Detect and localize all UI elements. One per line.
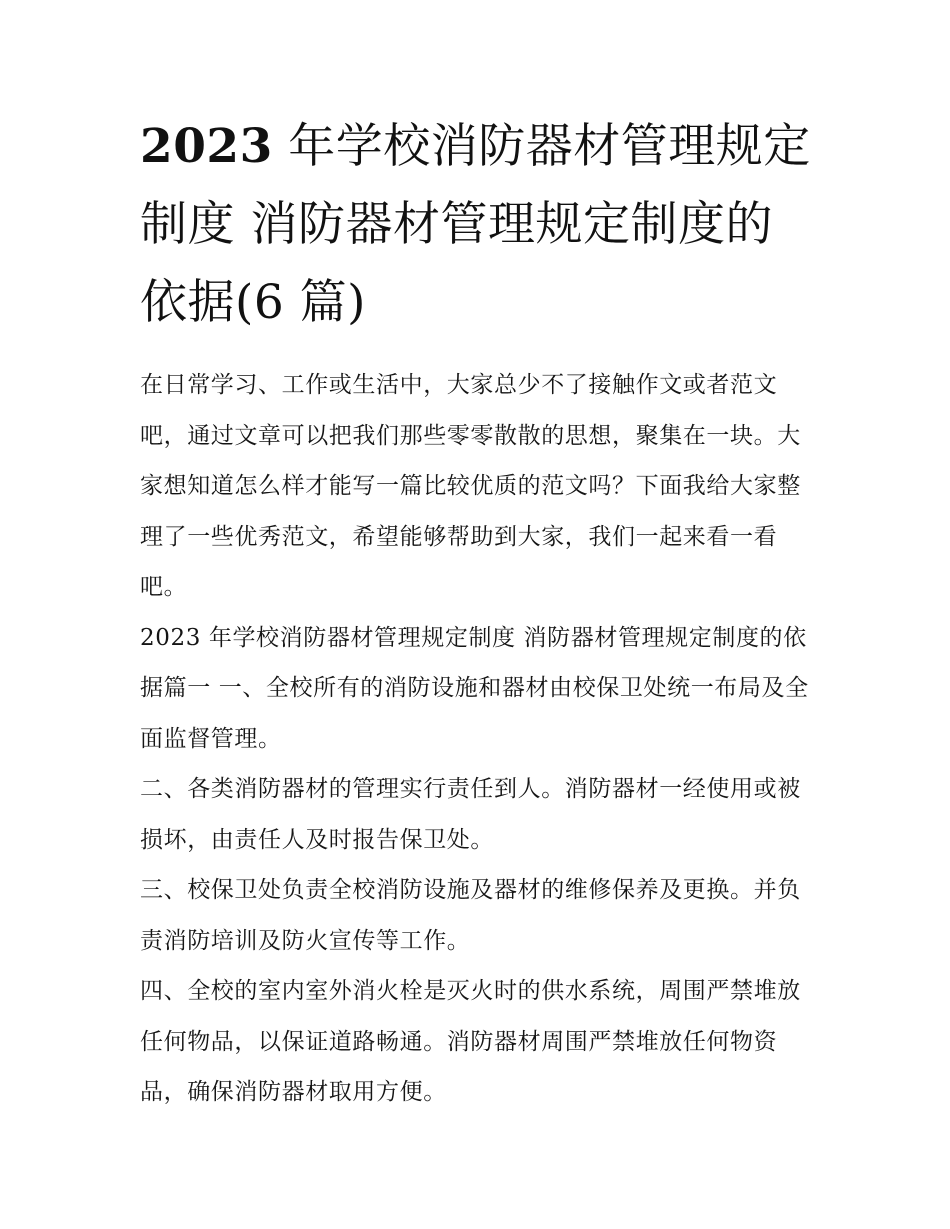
section-heading-paragraph: 2023 年学校消防器材管理规定制度 消防器材管理规定制度的依据篇一 一、全校所有的消防设施和器材由校保卫处统一布局及全面监督管理。	[140, 624, 809, 752]
rule-paragraph-2: 二、各类消防器材的管理实行责任到人。消防器材一经使用或被损坏，由责任人及时报告保卫处。	[140, 776, 801, 853]
title-text: 年学校消防器材管理规定制度 消防器材管理规定制度的依据(6 篇)	[140, 119, 811, 330]
rule-paragraph-3: 三、校保卫处负责全校消防设施及器材的维修保养及更换。并负责消防培训及防火宣传等工作。	[140, 877, 801, 954]
document-title	[140, 108, 820, 342]
intro-paragraph: 在日常学习、工作或生活中，大家总少不了接触作文或者范文吧，通过文章可以把我们那些零零散散的思想，聚集在一块。大家想知道怎么样才能写一篇比较优质的范文吗？下面我给大家整理了一些优秀范文，希望能够帮助到大家，我们一起来看一看吧。	[140, 372, 801, 600]
rule-paragraph-4: 四、全校的室内室外消火栓是灭火时的供水系统，周围严禁堆放任何物品，以保证道路畅通。消防器材周围严禁堆放任何物资品，确保消防器材取用方便。	[140, 978, 801, 1105]
title-year: 2023	[140, 119, 273, 174]
document-body	[140, 108, 820, 1118]
